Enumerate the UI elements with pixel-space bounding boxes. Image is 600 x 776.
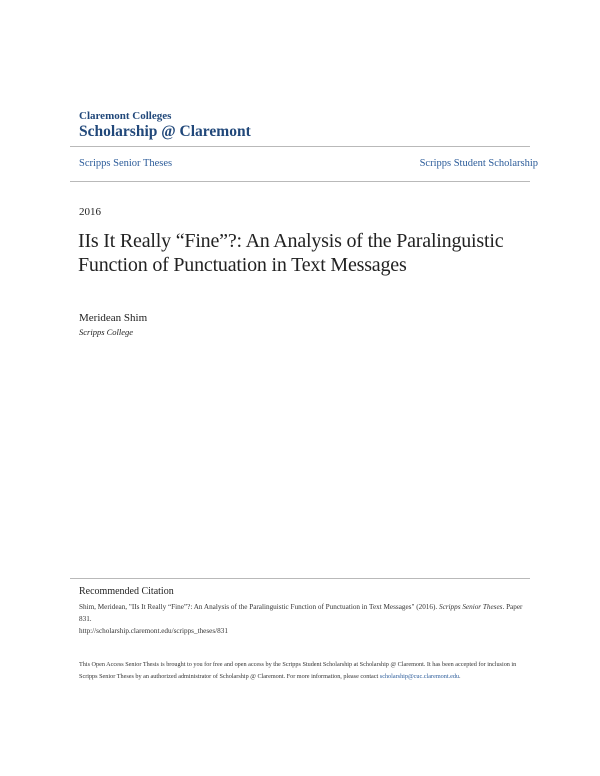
contact-email-link[interactable]: scholarship@cuc.claremont.edu	[379, 672, 460, 680]
citation-text: Shim, Meridean, "IIs It Really “Fine”?: An Analysis of the Paralinguistic Function of Punctuation in Text Messages" (2016).	[79, 603, 439, 611]
citation-series: Scripps Senior Theses	[438, 603, 503, 611]
access-notice	[79, 659, 534, 682]
header-divider	[70, 146, 530, 147]
repository-header	[79, 110, 251, 141]
series-link[interactable]: Scripps Senior Theses	[79, 158, 173, 169]
access-notice-text: This Open Access Senior Thesis is brought to you for free and open access by the Scripps Student Scholarship at Scholarship @ Claremont. It has been accepted for inclusion in Scripps Senior Theses by an authorized administrator of Scholarship @ Claremont. For more information, please contact	[79, 661, 517, 680]
nav-divider	[70, 181, 530, 182]
citation-url[interactable]: http://scholarship.claremont.edu/scripps_theses/831	[79, 627, 228, 635]
org-name[interactable]: Claremont Colleges	[79, 110, 172, 122]
citation-heading: Recommended Citation	[79, 586, 174, 597]
repository-name[interactable]: Scholarship @ Claremont	[79, 123, 251, 140]
citation-block	[79, 601, 529, 637]
access-notice-end: .	[459, 672, 461, 680]
citation-paper-number: . Paper 831.	[79, 603, 523, 623]
author-affiliation: Scripps College	[79, 327, 134, 337]
paper-title: IIs It Really “Fine”?: An Analysis of the Paralinguistic Function of Punctuation in Text Messages	[78, 230, 504, 276]
citation-divider	[70, 578, 530, 579]
publication-year: 2016	[79, 206, 101, 218]
author-name: Meridean Shim	[79, 312, 148, 324]
collection-link[interactable]: Scripps Student Scholarship	[419, 158, 538, 169]
